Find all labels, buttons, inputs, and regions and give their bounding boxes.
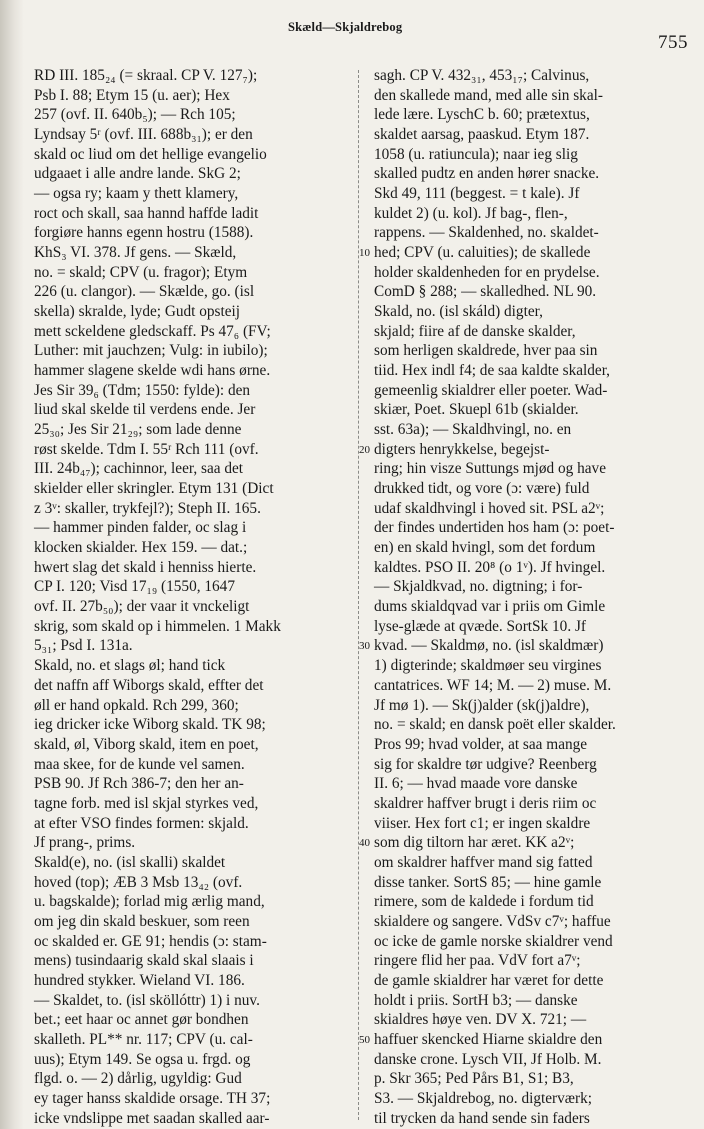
text-line: no. = skald; CPV (u. fragor); Etym <box>34 263 248 281</box>
text-line: gemeenlig skialdrer eller poeter. Wad- <box>374 381 608 399</box>
text-line: at efter VSO findes formen: skjald. <box>34 814 249 832</box>
text-line: røst skelde. Tdm I. 55ʳ Rch 111 (ovf. <box>34 440 259 458</box>
text-line: hammer slagene skelde wdi hans ørne. <box>34 362 271 380</box>
text-line: ring; hin visze Suttungs mjød og have <box>374 460 606 478</box>
text-line: skialdres høye ven. DV X. 721; — <box>374 1011 587 1029</box>
running-head: Skæld—Skjaldrebog <box>288 20 403 34</box>
text-line: sagh. CP V. 432₃₁, 453₁₇; Calvinus, <box>374 67 590 84</box>
text-line: maa skee, for de kunde vel samen. <box>34 755 245 773</box>
text-line: forgiøre hanns egenn hostru (1588). <box>34 224 254 242</box>
text-line: 257 (ovf. II. 640b₅); — Rch 105; <box>34 106 236 124</box>
text-line: haffuer skencked Hiarne skialdre den 50 <box>374 1030 694 1050</box>
text-line: cantatrices. WF 14; M. — 2) muse. M. <box>374 676 612 694</box>
text-line: — ogsa ry; kaam y thett klamery, <box>34 185 239 203</box>
text-line: Jf prang-, prims. <box>34 834 136 852</box>
text-line: disse tanker. SortS 85; — hine gamle <box>374 873 602 891</box>
text-line: 226 (u. clangor). — Skælde, go. (isl <box>34 283 255 301</box>
left-column <box>34 66 352 1128</box>
text-line: skald, øl, Viborg skald, item en poet, <box>34 735 259 753</box>
text-line: z 3ᵛ: skaller, trykfejl?); Steph II. 165. <box>34 499 261 517</box>
text-line: no. = skald; en dansk poët eller skalder. <box>374 716 616 734</box>
text-line: skald oc liud om det hellige evangelio <box>34 145 267 163</box>
text-line: holdt i priis. SortH b3; — danske <box>374 991 578 1009</box>
text-line: klocken skialder. Hex 159. — dat.; <box>34 539 248 557</box>
text-line: udgaaet i alle andre lande. SkG 2; <box>34 165 241 183</box>
text-line: 25₃₀; Jes Sir 21₂₉; som lade denne <box>34 421 242 439</box>
text-line: de gamle skialdrer har været for dette <box>374 971 604 989</box>
page-binding-shadow <box>0 0 24 1129</box>
text-line: 1) digterinde; skaldmøer seu virgines <box>374 657 602 675</box>
text-line: — hammer pinden falder, oc slag i <box>34 519 247 537</box>
text-line: CP I. 120; Visd 17₁₉ (1550, 1647 <box>34 578 235 596</box>
text-line: viiser. Hex fort c1; er ingen skaldre <box>374 814 591 832</box>
text-line: som herligen skaldrede, hver paa sin <box>374 342 598 360</box>
text-line: — Skjaldkvad, no. digtning; i for- <box>374 578 583 596</box>
right-column <box>359 66 694 1128</box>
text-line: Lyndsay 5ʳ (ovf. III. 688b₃₁); er den <box>34 126 253 144</box>
text-line: icke vndslippe met saadan skalled aar- <box>34 1109 270 1127</box>
text-line: hundred stykker. Wieland VI. 186. <box>34 971 245 989</box>
text-line: Skald, no. et slags øl; hand tick <box>34 657 226 675</box>
text-line: til trycken da hand sende sin faders <box>374 1109 590 1127</box>
text-line: danske crone. Lysch VII, Jf Holb. M. <box>374 1050 602 1068</box>
text-line: Skald, no. (isl skáld) digter, <box>374 303 543 321</box>
text-line: skjald; fiire af de danske skalder, <box>374 322 576 340</box>
text-line: KhS₃ VI. 378. Jf gens. — Skæld, <box>34 244 237 262</box>
text-line: drukked tidt, og vore (ɔ: være) fuld <box>374 480 590 498</box>
text-line: lyse-glæde at qvæde. SortSk 10. Jf <box>374 617 587 635</box>
text-line: skialdere og sangere. VdSv c7ᵛ; haffue <box>374 912 611 930</box>
text-line: der findes undertiden hos ham (ɔ: poet- <box>374 519 615 537</box>
text-line: udaf skaldhvingl i hoved sit. PSL a2ᵛ; <box>374 499 605 517</box>
text-line: mens) tusindaarig skald skal slaais i <box>34 952 254 970</box>
text-line: hoved (top); ÆB 3 Msb 13₄₂ (ovf. <box>34 873 243 891</box>
text-line: holder skaldenheden for en prydelse. <box>374 263 600 281</box>
text-line: skrig, som skald op i himmelen. 1 Makk <box>34 617 281 635</box>
column-divider <box>358 70 359 1120</box>
text-line: Jf mø 1). — Sk(j)alder (sk(j)aldre), <box>374 696 590 714</box>
text-line: skella) skralde, lyde; Gudt opsteij <box>34 303 241 321</box>
page-number: 755 <box>658 32 688 53</box>
text-line: S3. — Skjaldrebog, no. digterværk; <box>374 1089 592 1107</box>
text-line: bet.; eet haar oc annet gør bondhen <box>34 1011 249 1029</box>
text-line: hed; CPV (u. caluities); de skallede 10 <box>374 243 694 263</box>
text-line: skaldet aarsag, paaskud. Etym 187. <box>374 126 590 144</box>
text-line: tiid. Hex indl f4; de saa kaldte skalder, <box>374 362 610 380</box>
text-line: ieg dricker icke Wiborg skald. TK 98; <box>34 716 266 734</box>
text-line: II. 6; — hvad maade vore danske <box>374 775 578 793</box>
text-line: sst. 63a); — Skaldhvingl, no. en <box>374 421 572 439</box>
text-line: skielder eller skringler. Etym 131 (Dict <box>34 480 274 498</box>
text-line: mett sckeldene gledsckaff. Ps 47₆ (FV; <box>34 322 271 340</box>
text-line: skiær, Poet. Skuepl 61b (skialder. <box>374 401 579 419</box>
text-line: ringere flid her paa. VdV fort a7ᵛ; <box>374 952 581 970</box>
text-line: Skald(e), no. (isl skalli) skaldet <box>34 853 226 871</box>
text-line: oc icke de gamle norske skialdrer vend <box>374 932 613 950</box>
text-line: om jeg din skald beskuer, som reen <box>34 912 250 930</box>
text-line: det naffn aff Wiborgs skald, effter det <box>34 676 264 694</box>
text-line: PSB 90. Jf Rch 386-7; den her an- <box>34 775 244 793</box>
text-line: Skd 49, 111 (beggest. = t kale). Jf <box>374 185 580 203</box>
text-line: rimere, som de kaldede i fordum tid <box>374 893 594 911</box>
text-line: en) en skald hvingl, som det fordum <box>374 539 596 557</box>
text-line: 1058 (u. ratiuncula); naar ieg slig <box>374 145 578 163</box>
text-line: skalled pudtz en anden hører snacke. <box>374 165 600 183</box>
text-line: tagne forb. med isl skjal styrkes ved, <box>34 794 259 812</box>
text-line: øll er hand opkald. Rch 299, 360; <box>34 696 239 714</box>
line-number: 50 <box>359 1033 370 1046</box>
text-line: flgd. o. — 2) dårlig, ugyldig: Gud <box>34 1070 242 1088</box>
line-number: 10 <box>359 247 370 260</box>
page-header <box>0 10 704 53</box>
text-line: skalleth. PL** nr. 117; CPV (u. cal- <box>34 1030 253 1048</box>
text-line: ComD § 288; — skalledhed. NL 90. <box>374 283 597 301</box>
text-line: RD III. 185₂₄ (= skraal. CP V. 127₇); <box>34 67 258 84</box>
text-line: p. Skr 365; Ped Pårs B1, S1; B3, <box>374 1070 574 1088</box>
text-line: hwert slag det skald i henniss hierte. <box>34 558 257 576</box>
text-line: dums skialdqvad var i priis om Gimle <box>374 598 606 616</box>
text-line: Pros 99; hvad volder, at saa mange <box>374 735 588 753</box>
text-line: som dig tiltorn har æret. KK a2ᵛ; 40 <box>374 833 694 853</box>
line-number: 30 <box>359 640 370 653</box>
line-number: 20 <box>359 443 370 456</box>
text-line: lede lære. LyschC b. 60; prætextus, <box>374 106 590 124</box>
line-number: 40 <box>359 837 370 850</box>
text-line: liud skal skelde til verdens ende. Jer <box>34 401 256 419</box>
text-line: Jes Sir 39₆ (Tdm; 1550: fylde): den <box>34 381 251 399</box>
text-line: — Skaldet, to. (isl sköllóttr) 1) i nuv. <box>34 991 260 1009</box>
text-line: Luther: mit jauchzen; Vulg: in iubilo); <box>34 342 268 360</box>
text-line: u. bagskalde); forlad mig ærlig mand, <box>34 893 265 911</box>
text-line: rappens. — Skaldenhed, no. skaldet- <box>374 224 599 242</box>
text-line: ovf. II. 27b₅₀); der vaar it vnckeligt <box>34 598 250 616</box>
text-line: III. 24b₄₇); cachinnor, leer, saa det <box>34 460 244 478</box>
text-line: 5₃₁; Psd I. 131a. <box>34 637 133 655</box>
text-line: digters henrykkelse, begejst- 20 <box>374 440 694 460</box>
text-line: ey tager hanss skaldide orsage. TH 37; <box>34 1089 271 1107</box>
text-line: kaldtes. PSO II. 20⁸ (o 1ᵛ). Jf hvingel. <box>374 558 606 576</box>
text-line: Psb I. 88; Etym 15 (u. aer); Hex <box>34 86 230 104</box>
text-line: kvad. — Skaldmø, no. (isl skaldmær) 30 <box>374 636 694 656</box>
text-line: kuldet 2) (u. kol). Jf bag-, flen-, <box>374 204 568 222</box>
text-line: den skallede mand, med alle sin skal- <box>374 86 603 104</box>
text-line: om skaldrer haffver mand sig fatted <box>374 853 593 871</box>
text-line: roct och skall, saa hannd haffde ladit <box>34 204 259 222</box>
text-line: skaldrer haffver brugt i deris riim oc <box>374 794 597 812</box>
text-line: oc skalded er. GE 91; hendis (ɔ: stam- <box>34 932 267 950</box>
text-line: sig for skaldre tør udgive? Reenberg <box>374 755 597 773</box>
text-line: uus); Etym 149. Se ogsa u. frgd. og <box>34 1050 251 1068</box>
